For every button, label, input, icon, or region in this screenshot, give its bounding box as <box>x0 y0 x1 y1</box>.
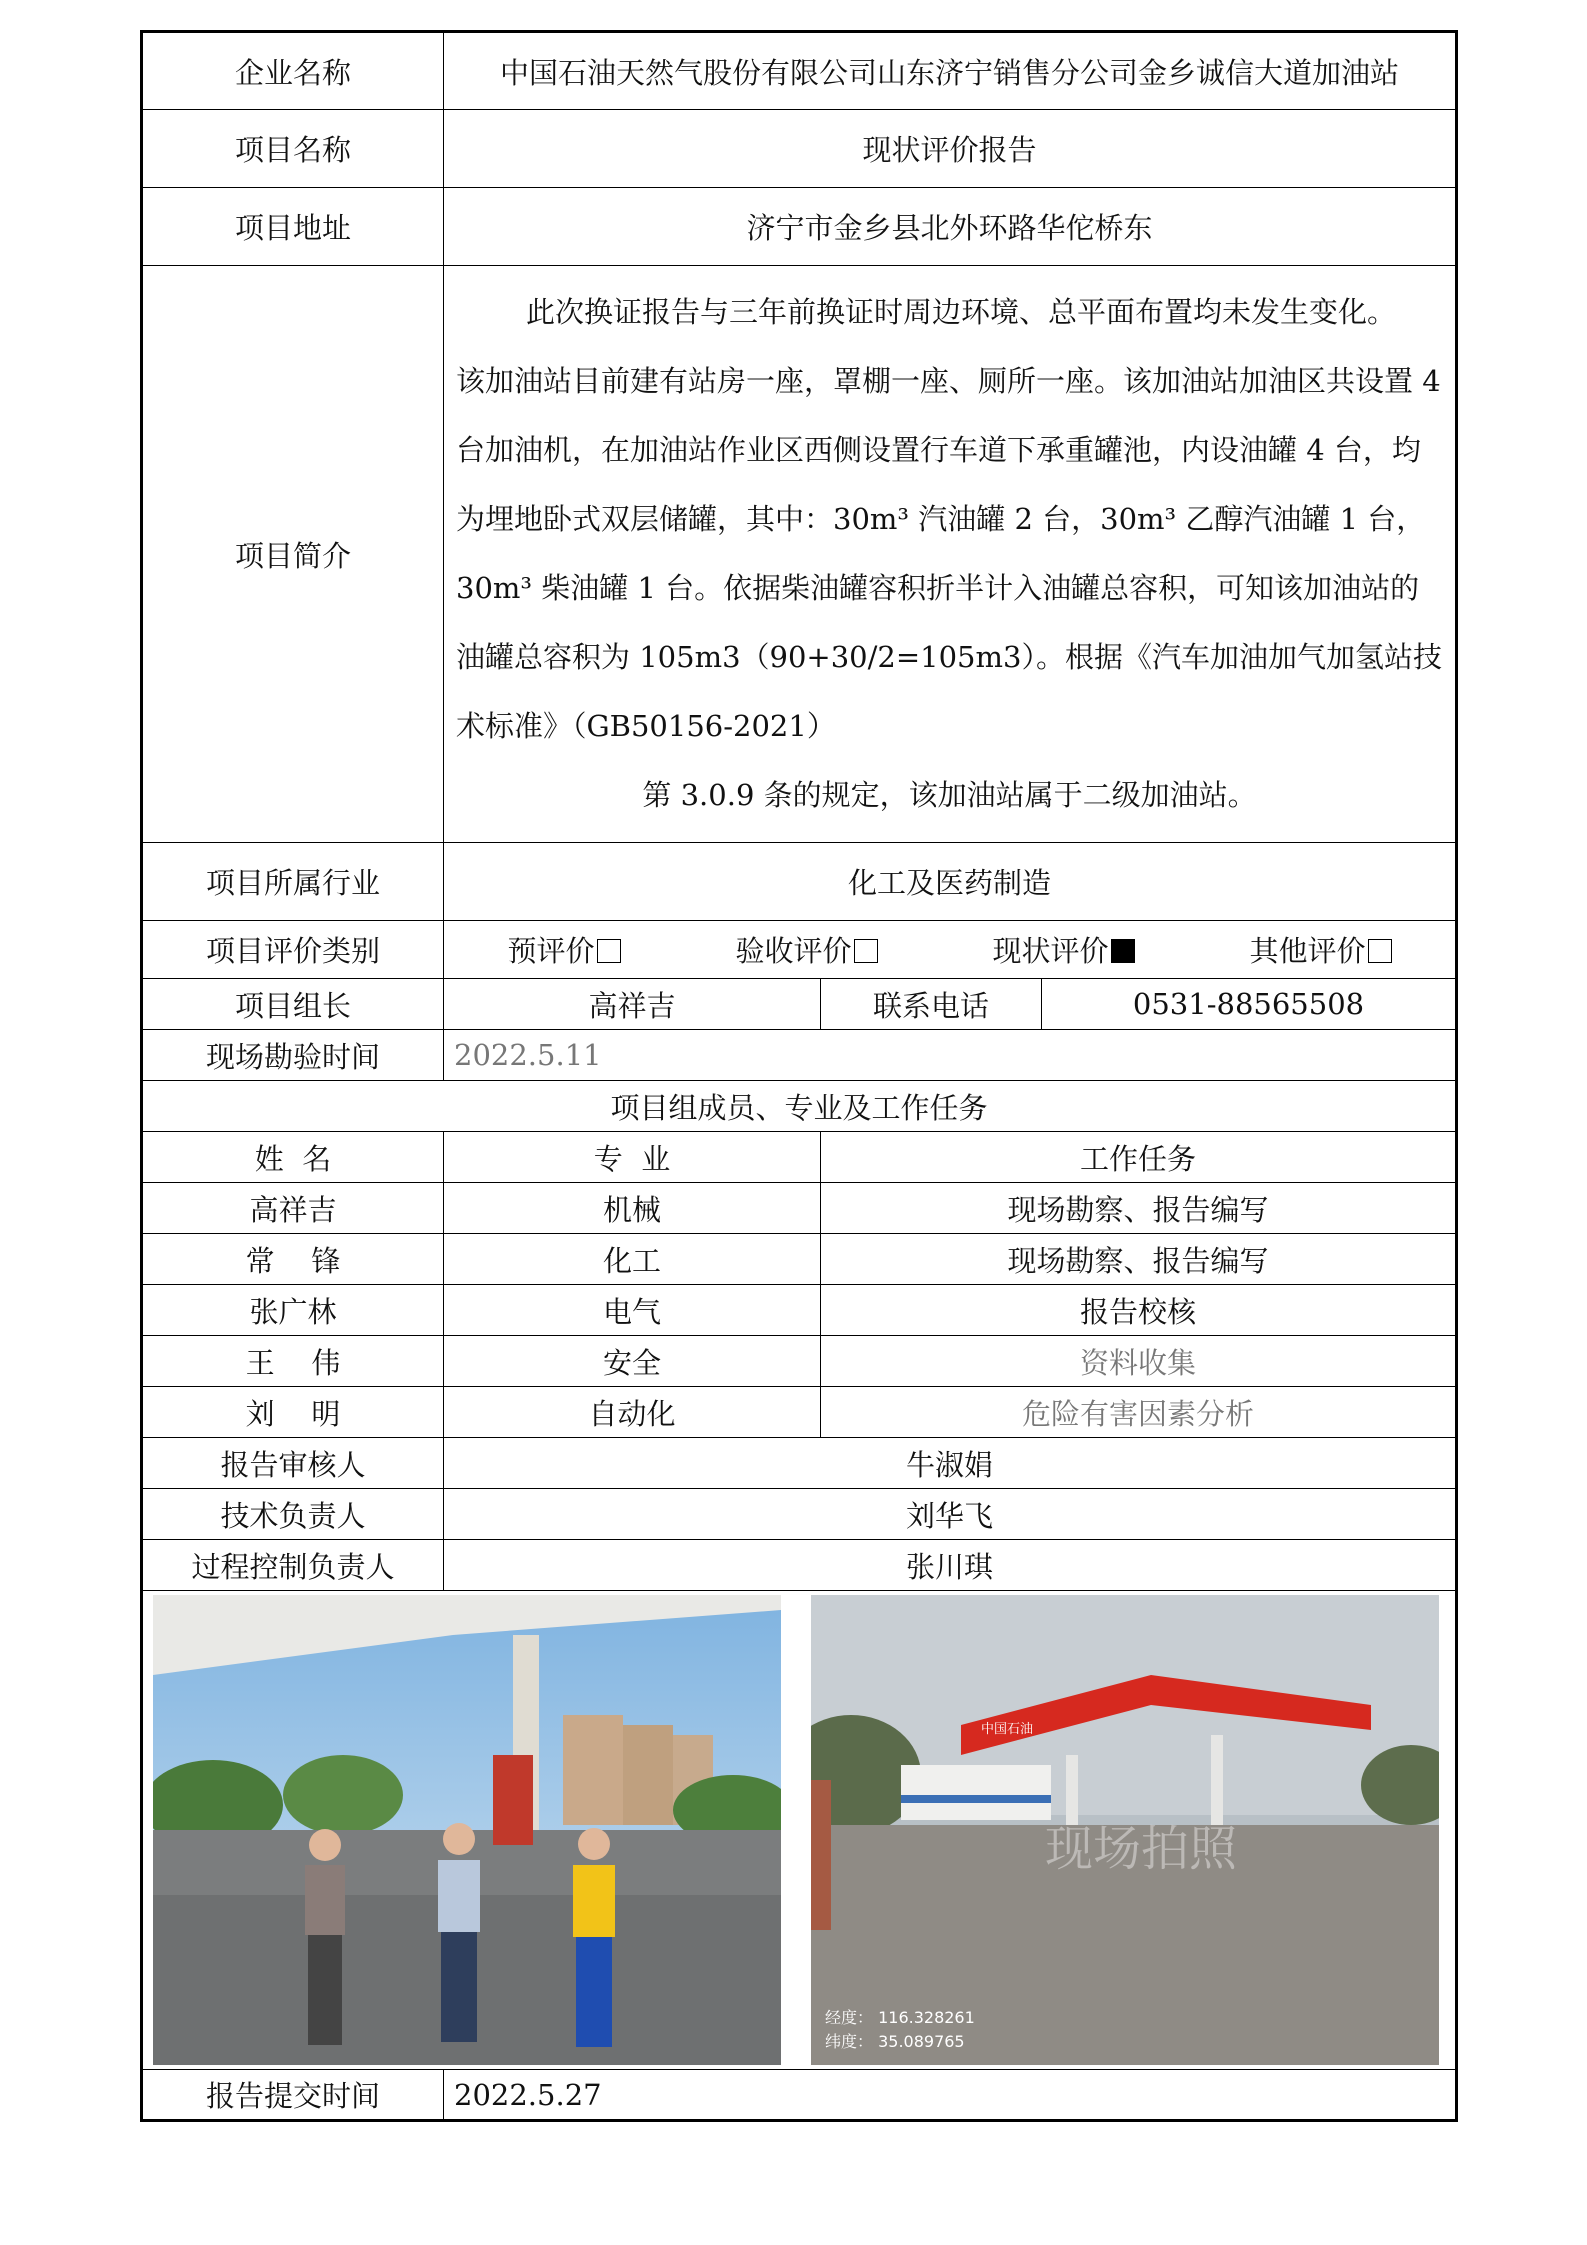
tech-lead-value: 刘华飞 <box>444 1489 1457 1540</box>
member-major: 自动化 <box>444 1387 821 1438</box>
member-task: 现场勘察、报告编写 <box>821 1234 1457 1285</box>
table-row <box>142 1183 1457 1234</box>
eval-type-label: 项目评价类别 <box>142 921 444 979</box>
member-major: 机械 <box>444 1183 821 1234</box>
col-major-header: 专 业 <box>444 1132 821 1183</box>
member-task: 资料收集 <box>821 1336 1457 1387</box>
latitude-caption: 纬度： 35.089765 <box>825 2032 965 2051</box>
site-photo-station <box>811 1595 1439 2065</box>
table-row <box>142 1387 1457 1438</box>
survey-time-label: 现场勘验时间 <box>142 1030 444 1081</box>
staff-photo-image <box>153 1595 781 2065</box>
photo-watermark: 现场拍照 <box>1044 1821 1238 1877</box>
eval-option-other <box>1249 929 1391 970</box>
address-value: 济宁市金乡县北外环路华佗桥东 <box>444 188 1457 266</box>
intro-label: 项目简介 <box>142 266 444 843</box>
member-name: 张广林 <box>142 1285 444 1336</box>
member-major: 安全 <box>444 1336 821 1387</box>
survey-time-value: 2022.5.11 <box>444 1030 1457 1081</box>
member-task: 现场勘察、报告编写 <box>821 1183 1457 1234</box>
leader-value: 高祥吉 <box>444 979 821 1030</box>
col-task-header: 工作任务 <box>821 1132 1457 1183</box>
checkbox-empty-icon <box>1368 939 1392 963</box>
intro-paragraph-3: 第 3.0.9 条的规定，该加油站属于二级加油站。 <box>642 778 1257 812</box>
checkbox-empty-icon <box>854 939 878 963</box>
members-title: 项目组成员、专业及工作任务 <box>142 1081 1457 1132</box>
member-name: 高祥吉 <box>142 1183 444 1234</box>
col-name-header: 姓 名 <box>142 1132 444 1183</box>
eval-type-options <box>444 921 1457 979</box>
site-photo-staff <box>153 1595 781 2065</box>
checkbox-empty-icon <box>597 939 621 963</box>
member-name: 王 伟 <box>142 1336 444 1387</box>
reviewer-value: 牛淑娟 <box>444 1438 1457 1489</box>
eval-option-label: 现状评价 <box>992 934 1109 968</box>
reviewer-label: 报告审核人 <box>142 1438 444 1489</box>
table-row <box>142 1336 1457 1387</box>
process-control-label: 过程控制负责人 <box>142 1540 444 1591</box>
phone-value: 0531-88565508 <box>1042 979 1457 1030</box>
member-major: 化工 <box>444 1234 821 1285</box>
intro-paragraph-1: 此次换证报告与三年前换证时周边环境、总平面布置均未发生变化。 <box>526 295 1397 329</box>
eval-option-label: 验收评价 <box>735 934 852 968</box>
member-name: 常 锋 <box>142 1234 444 1285</box>
industry-value: 化工及医药制造 <box>444 843 1457 921</box>
tech-lead-label: 技术负责人 <box>142 1489 444 1540</box>
project-name-value: 现状评价报告 <box>444 110 1457 188</box>
industry-label: 项目所属行业 <box>142 843 444 921</box>
station-sign: 中国石油 <box>981 1722 1034 1737</box>
table-row <box>142 1234 1457 1285</box>
checkbox-filled-icon <box>1111 939 1135 963</box>
eval-option-label: 其他评价 <box>1249 934 1366 968</box>
intro-content <box>444 266 1457 843</box>
station-photo-image <box>811 1595 1439 2065</box>
submit-time-value: 2022.5.27 <box>444 2070 1457 2121</box>
company-label: 企业名称 <box>142 32 444 110</box>
leader-label: 项目组长 <box>142 979 444 1030</box>
longitude-caption: 经度： 116.328261 <box>825 2008 975 2027</box>
eval-option-pre <box>507 929 620 970</box>
eval-option-status <box>992 929 1134 970</box>
phone-label: 联系电话 <box>821 979 1042 1030</box>
submit-time-label: 报告提交时间 <box>142 2070 444 2121</box>
company-value: 中国石油天然气股份有限公司山东济宁销售分公司金乡诚信大道加油站 <box>444 32 1457 110</box>
eval-option-label: 预评价 <box>507 934 595 968</box>
member-task: 报告校核 <box>821 1285 1457 1336</box>
member-task: 危险有害因素分析 <box>821 1387 1457 1438</box>
address-label: 项目地址 <box>142 188 444 266</box>
photo-row <box>142 1591 1457 2070</box>
eval-option-acceptance <box>735 929 877 970</box>
table-row <box>142 1285 1457 1336</box>
member-major: 电气 <box>444 1285 821 1336</box>
intro-paragraph-2: 该加油站目前建有站房一座，罩棚一座、厕所一座。该加油站加油区共设置 4 台加油机，在加油站作业区西侧设置行车道下承重罐池，内设油罐 4 台，均为埋地卧式双层储罐，其中：30m³ 汽油罐 2 台，30m³ 乙醇汽油罐 1 台，30m³ 柴油罐 1 台。依据柴油罐容积折半计入油罐总容积，可知该加油站的油罐总容积为 105m3（90+30/2=105m3）。根据《汽车加油加气加氢站技术标准》（GB50156-2021） <box>456 364 1442 743</box>
project-name-label: 项目名称 <box>142 110 444 188</box>
member-name: 刘 明 <box>142 1387 444 1438</box>
process-control-value: 张川琪 <box>444 1540 1457 1591</box>
info-form <box>140 30 1458 2122</box>
